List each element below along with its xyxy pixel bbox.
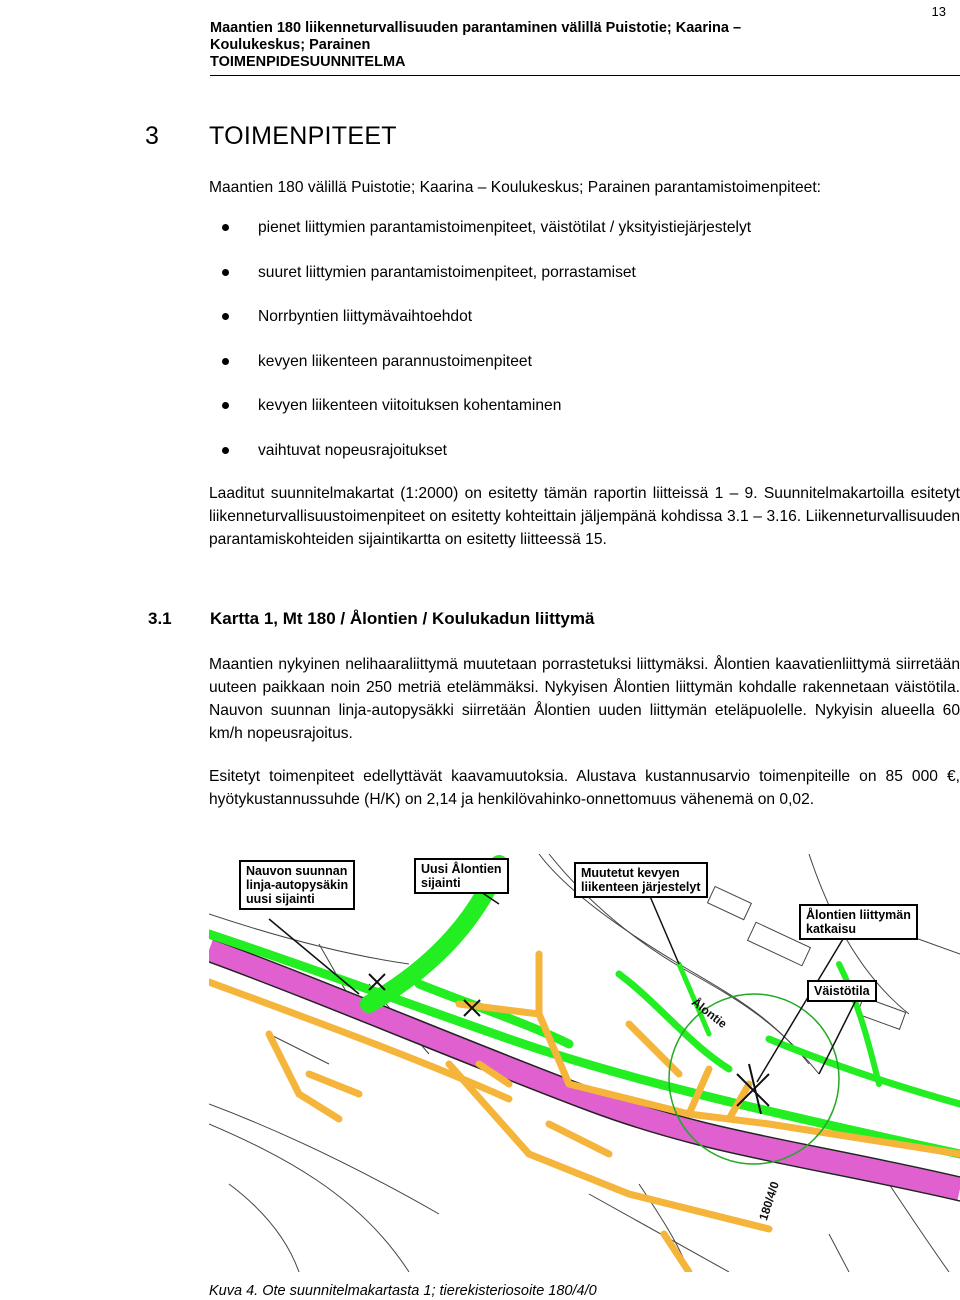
section-number: 3 bbox=[145, 122, 160, 150]
bullet-icon bbox=[222, 269, 229, 276]
subsection-paragraph-2: Esitetyt toimenpiteet edellyttävät kaavamuutoksia. Alustava kustannusarvio toimenpiteille on 85 000 €, hyötykustannussuhde (H/K) on 2,14 ja henkilövahinko-onnettomuus vähenemä on 0,02. bbox=[209, 768, 960, 808]
bullet-icon bbox=[222, 447, 229, 454]
road-label-alontie: Ålontie bbox=[689, 994, 730, 1032]
subsection-heading bbox=[148, 609, 594, 629]
callout-junction-closing: Ålontien liittymän katkaisu bbox=[799, 904, 918, 940]
list-item: pienet liittymien parantamistoimenpiteet, väistötilat / yksityistiejärjestelyt bbox=[209, 216, 909, 261]
bullet-icon bbox=[222, 358, 229, 365]
section-heading bbox=[145, 122, 397, 151]
measures-list bbox=[209, 216, 909, 483]
callout-light-traffic: Muutetut kevyen liikenteen järjestelyt bbox=[574, 862, 708, 898]
bullet-icon bbox=[222, 402, 229, 409]
subsection-number: 3.1 bbox=[148, 609, 172, 628]
subsection-paragraph-1: Maantien nykyinen nelihaaraliittymä muutetaan porrastetuksi liittymäksi. Ålontien kaavatienliittymä siirretään uuteen paikkaan noin 250 metriä etelämmäksi. Nykyisen Ålontien liittymän kohdalle rakennetaan väistötila. Nauvon suunnan linja-autopysäkki siirretään Ålontien uuden liittymän eteläpuolelle. Nykyisin alueella 60 km/h nopeusrajoitus. bbox=[209, 656, 960, 742]
document-header bbox=[210, 20, 830, 71]
header-divider bbox=[210, 75, 960, 76]
section-title: TOIMENPITEET bbox=[209, 122, 397, 150]
list-item: kevyen liikenteen viitoituksen kohentaminen bbox=[209, 394, 909, 439]
road-label-address: 180/4/0 bbox=[756, 1179, 782, 1223]
plan-map bbox=[209, 854, 960, 1272]
list-item: kevyen liikenteen parannustoimenpiteet bbox=[209, 350, 909, 395]
callout-passing-bay: Väistötila bbox=[807, 980, 877, 1002]
bullet-icon bbox=[222, 224, 229, 231]
list-item: suuret liittymien parantamistoimenpiteet, porrastamiset bbox=[209, 261, 909, 306]
list-item: Norrbyntien liittymävaihtoehdot bbox=[209, 305, 909, 350]
callout-bus-stop: Nauvon suunnan linja-autopysäkin uusi sijainti bbox=[239, 860, 355, 910]
figure-caption: Kuva 4. Ote suunnitelmakartasta 1; tierekisteriosoite 180/4/0 bbox=[209, 1283, 597, 1299]
header-line-2: Koulukeskus; Parainen bbox=[210, 37, 371, 53]
section-paragraph: Laaditut suunnitelmakartat (1:2000) on esitetty tämän raportin liitteissä 1 – 9. Suunnitelmakartoilla esitetyt liikenneturvallisuustoimenpiteet on esitetty kohteittain jäljempänä kohdissa 3.1 – 3.16. Liikenneturvallisuuden parantamiskohteiden sijaintikartta on esitetty liitteessä 15. bbox=[209, 485, 960, 548]
list-item: vaihtuvat nopeusrajoitukset bbox=[209, 439, 909, 484]
bullet-icon bbox=[222, 313, 229, 320]
header-line-3: TOIMENPIDESUUNNITELMA bbox=[210, 54, 406, 70]
callout-new-alontie: Uusi Ålontien sijainti bbox=[414, 858, 509, 894]
section-intro: Maantien 180 välillä Puistotie; Kaarina – Koulukeskus; Parainen parantamistoimenpiteet: bbox=[209, 179, 821, 196]
subsection-title: Kartta 1, Mt 180 / Ålontien / Koulukadun liittymä bbox=[210, 609, 595, 628]
header-line-1: Maantien 180 liikenneturvallisuuden parantaminen välillä Puistotie; Kaarina – bbox=[210, 20, 742, 36]
page-number: 13 bbox=[931, 4, 946, 19]
